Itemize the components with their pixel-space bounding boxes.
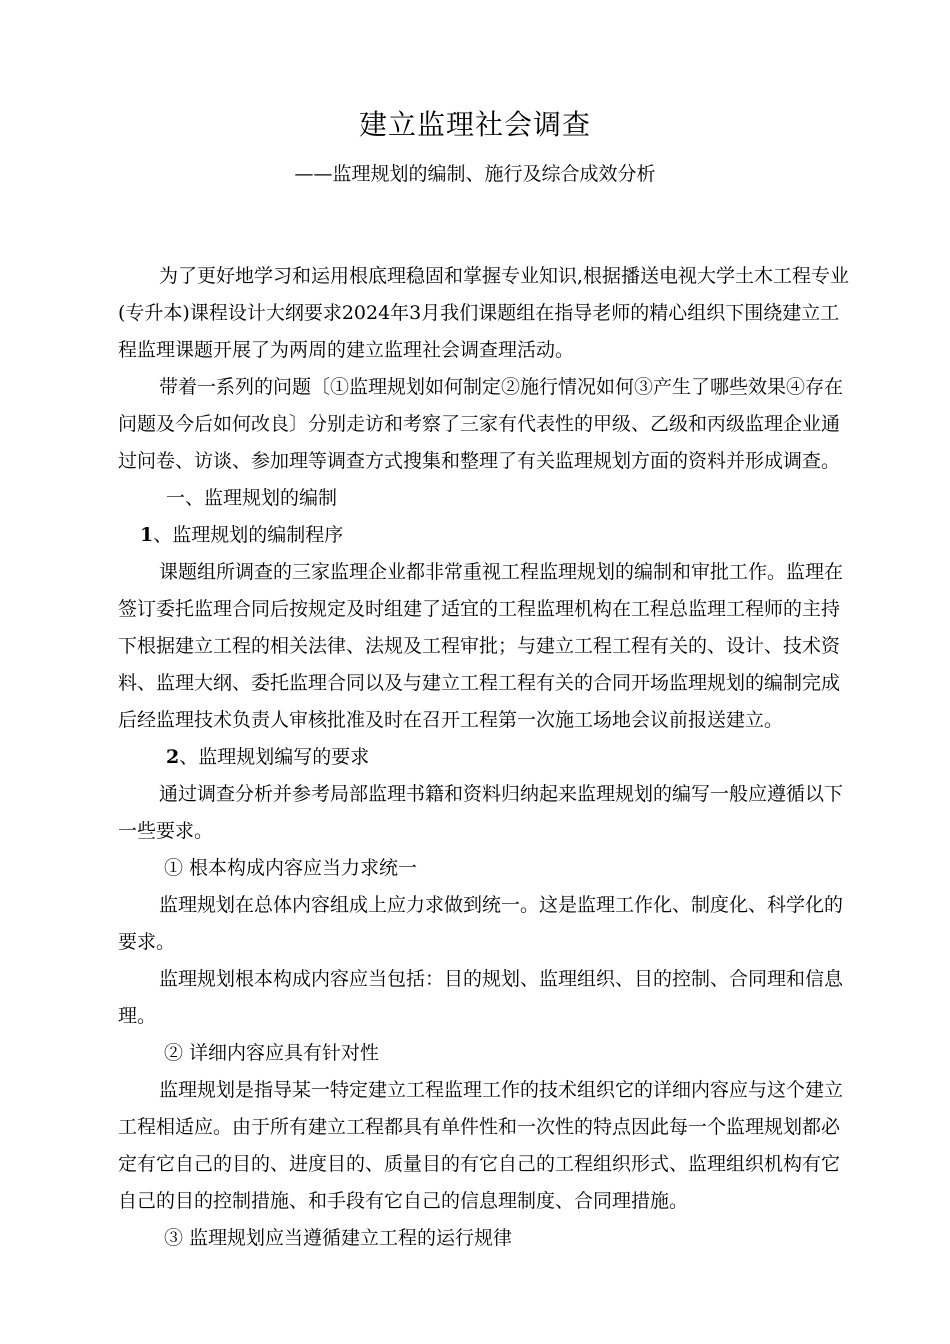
document-title: 建立监理社会调查 — [358, 108, 591, 141]
subsection-1-paragraph: 课题组所调查的三家监理企业都非常重视工程监理规划的编制和审批工作。监理在签订委托监理合同后按规定及时组建了适宜的工程监理机构在工程总监理工程师的主持下根据建立工程的相关法律、法规及工程审批；与建立工程工程有关的、设计、技术资料、监理大纲、委托监理合同以及与建立工程工程有关的合同开场监理规划的编制完成后经监理技术负责人审核批准及时在召开工程第一次施工场地会议前报送建立。 — [118, 561, 844, 731]
intro-paragraph-1: 为了更好地学习和运用根底理稳固和掌握专业知识,根据播送电视大学土木工程专业(专升本)课程设计大纲要求2024年3月我们课题组在指导老师的精心组织下围绕建立工程监理课题开展了为两周的建立监理社会调查理活动。 — [118, 265, 850, 361]
subsection-heading-1 — [118, 517, 858, 554]
document-subtitle: ——监理规划的编制、施行及综合成效分析 — [294, 163, 656, 185]
subsection-heading-2 — [118, 739, 858, 776]
subsection-number-2: 2 — [166, 746, 180, 768]
subsection-number-1: 1 — [140, 524, 154, 546]
requirement-3-title: ③ 监理规划应当遵循建立工程的运行规律 — [164, 1227, 513, 1249]
intro-paragraph-2: 带着一系列的问题〔①监理规划如何制定②施行情况如何③产生了哪些效果④存在问题及今后如何改良〕分别走访和考察了三家有代表性的甲级、乙级和丙级监理企业通过问卷、访谈、参加理等调查方式搜集和整理了有关监理规划方面的资料并形成调查。 — [118, 376, 844, 472]
subsection-2-paragraph: 通过调查分析并参考局部监理书籍和资料归纳起来监理规划的编写一般应遵循以下一些要求。 — [118, 783, 844, 842]
requirement-2-paragraph-1: 监理规划是指导某一特定建立工程监理工作的技术组织它的详细内容应与这个建立工程相适应。由于所有建立工程都具有单件性和一次性的特点因此每一个监理规划都必定有它自己的目的、进度目的、质量目的有它自己的工程组织形式、监理组织机构有它自己的目的控制措施、和手段有它自己的信息理制度、合同理措施。 — [118, 1079, 844, 1212]
section-heading-1: 一、监理规划的编制 — [166, 487, 338, 509]
requirement-1-paragraph-1: 监理规划在总体内容组成上应力求做到统一。这是监理工作化、制度化、科学化的要求。 — [118, 894, 844, 953]
requirement-1-paragraph-2: 监理规划根本构成内容应当包括：目的规划、监理组织、目的控制、合同理和信息理。 — [118, 968, 844, 1027]
subsection-title-1: 、监理规划的编制程序 — [153, 524, 344, 546]
subsection-title-2: 、监理规划编写的要求 — [179, 746, 370, 768]
requirement-1-title: ① 根本构成内容应当力求统一 — [164, 857, 418, 879]
requirement-2-title: ② 详细内容应具有针对性 — [164, 1042, 380, 1064]
document-body — [118, 258, 858, 1257]
